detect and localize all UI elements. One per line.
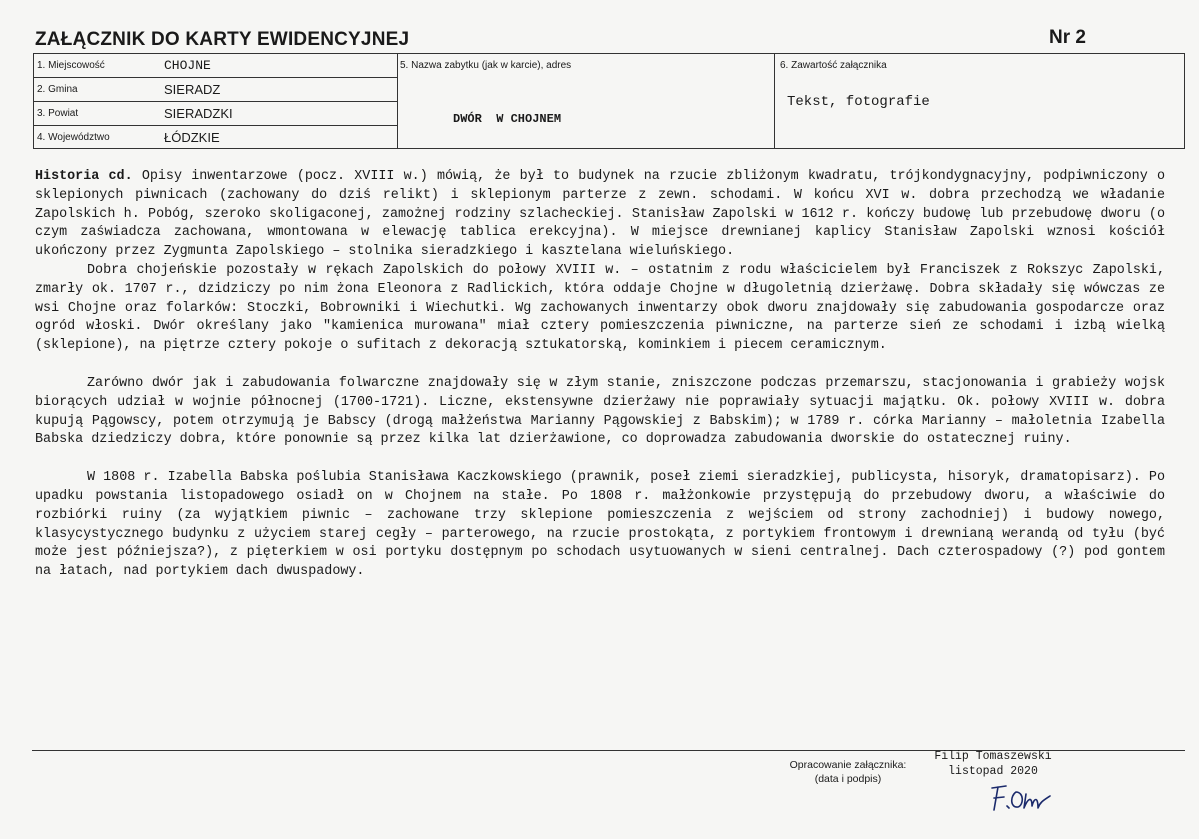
location-column [34,54,398,148]
paragraph: Dobra chojeńskie pozostały w rękach Zapolskich do połowy XVIII w. – ostatnim z rodu właścicielem był Franciszek z Rokszyc Zapolski, zmarły ok. 1707 r., dzidziczy po nim żona Eleonora z Radlickich, która oddaje Chojne w długoletnią dzierżawę. Dobra składały się wówczas ze wsi Chojne oraz folarków: Stoczki, Bobrowniki i Wiechutki. Wg zachowanych inwentarzy obok dworu znajdowały się zabudowania gospodarcze oraz ogród włoski. Dwór określany jako "kamienica murowana" miał cztery pomieszczenia piwniczne, na parterze sień ze schodami i izbą wielką (sklepione), na piętrze cztery pokoje o sufitach z dekoracją sztukatorską, kominkiem i piecem ceramicznym. [35,262,1165,354]
field-value: CHOJNE [164,58,211,73]
field-value: ŁÓDZKIE [164,130,220,145]
author-block [928,749,1058,779]
history-text [35,168,1165,582]
prepared-label-line2: (data i podpis) [814,773,882,785]
paragraph: Zarówno dwór jak i zabudowania folwarczne znajdowały się w złym stanie, zniszczone podczas przemarszu, stacjonowania i grabieży wojsk biorących udział w wojnie północnej (1700-1721). Liczne, ekstensywne dzierżawy nie poprawiały sytuacji majątku. Ok. połowy XVIII w. dobra kupują Pągowscy, potem otrzymują je Babscy (drogą małżeństwa Marianny Pągowskiej z Babskim); w 1789 r. córka Marianny – małoletnia Izabella Babska dziedziczy dobra, które ponownie są przez kilka lat dzierżawione, co doprowadza zabudowania dworskie do ostatecznej ruiny. [35,375,1165,448]
handwritten-signature [980,778,1060,818]
field-label: 4. Województwo [37,132,110,143]
monument-column [397,54,775,148]
paragraph-text: Opisy inwentarzowe (pocz. XVIII w.) mówią, że był to budynek na rzucie zbliżonym kwadratu, trójkondygnacyjny, podpiwniczony o sklepionych piwnicach (zachowany do dziś relikt) i sklepionym parterze z zewn. schodami. W końcu XVI w. dobra przechodzą we władanie Zapolskich h. Pobóg, szeroko skoligaconej, zamożnej rodziny szlacheckiej. Stanisław Zapolski w 1612 r. kończy budowę lub przebudowę dworu (o czym zaświadcza zachowana, wmontowana w elewację tablica erekcyjna). W miejsce drewnianej kaplicy Stanisław Zapolski wznosi kościół ukończony przez Zygmunta Zapolskiego – stolnika sieradzkiego i kasztelana wieluńskiego. [35,169,1165,260]
field-row-county [34,102,397,126]
prepared-by-label [783,758,913,786]
contents-label: 6. Zawartość załącznika [780,60,887,71]
field-label: 2. Gmina [37,84,78,95]
header-grid [33,53,1185,149]
section-lead: Historia cd. [35,169,133,184]
prepared-date: listopad 2020 [948,765,1038,778]
field-row-commune [34,78,397,102]
field-row-voivodeship [34,126,397,150]
paragraph: W 1808 r. Izabella Babska poślubia Stanisława Kaczkowskiego (prawnik, poseł ziemi sieradzkiej, publicysta, hisoryk, dramatopisarz). Po upadku powstania listopadowego osiadł on w Chojnem na stałe. Po 1808 r. małżonkowie przystępują do przebudowy dworu, a właściwie do rozbiórki ruiny (za wyjątkiem piwnic – zachowane trzy sklepione pomieszczenia z wejściem od strony zachodniej) i budowy nowego, klasycystycznego budynku z użyciem starej cegły – parterowego, na rzucie prostokąta, z portykiem frontowym i drewnianą werandą od tyłu (być może jest późniejsza?), z pięterkiem w osi portyku dostępnym po schodach usytuowanych w sieni centralnej. Dach czterospadowy (?) pod gontem na łatach, nad portykiem dach dwuspadowy. [35,470,1165,580]
field-label: 1. Miejscowość [37,60,105,71]
field-row-locality [34,54,397,78]
attachment-number: Nr 2 [1049,27,1086,48]
field-label: 3. Powiat [37,108,79,119]
contents-column [774,54,1184,148]
prepared-label-line1: Opracowanie załącznika: [789,759,907,771]
paragraph [35,168,1165,262]
monument-label: 5. Nazwa zabytku (jak w karcie), adres [400,60,572,71]
contents-value: Tekst, fotografie [787,94,930,110]
field-value: SIERADZ [164,82,221,97]
author-name: Filip Tomaszewski [934,750,1052,763]
document-title: ZAŁĄCZNIK DO KARTY EWIDENCYJNEJ [35,29,410,50]
field-value: SIERADZKI [164,106,233,121]
monument-name: DWÓR W CHOJNEM [453,112,562,126]
